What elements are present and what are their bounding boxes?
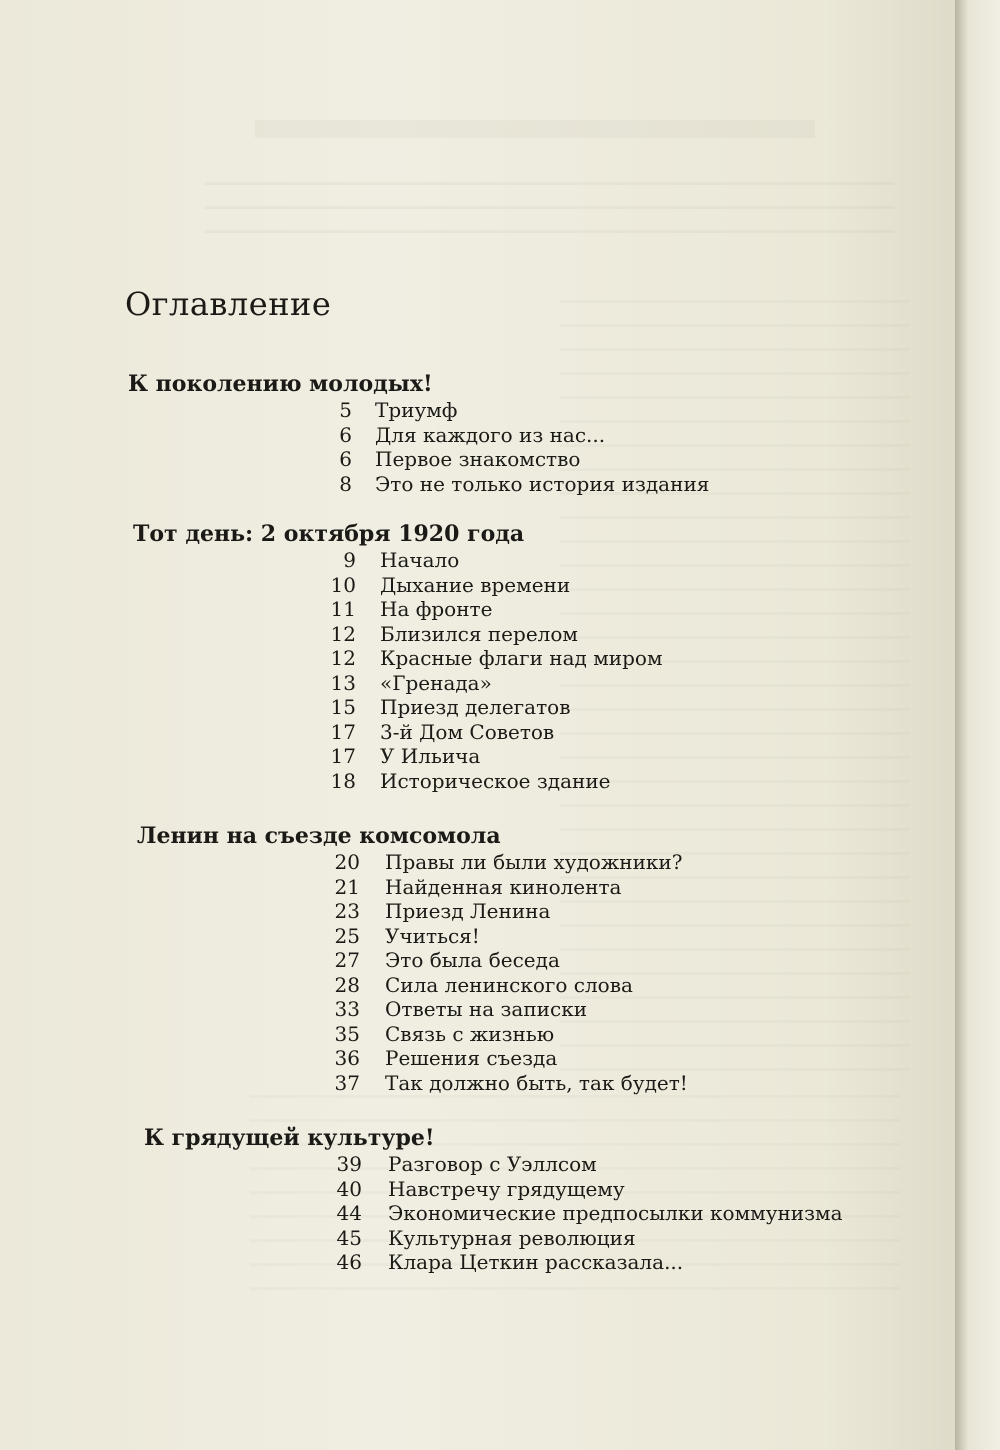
entry-list — [0, 1152, 960, 1275]
entry-title: Дыхание времени — [380, 572, 571, 597]
entry-title: Первое знакомство — [375, 447, 581, 471]
page-number: 25 — [334, 923, 360, 948]
toc-entry[interactable] — [0, 548, 960, 573]
page-number: 20 — [334, 850, 360, 874]
entry-title: Приезд Ленина — [385, 899, 551, 923]
entry-title: Приезд делегатов — [380, 695, 571, 719]
page-number: 6 — [339, 447, 352, 471]
entry-title: Для каждого из нас... — [375, 422, 606, 447]
page-number: 44 — [336, 1201, 362, 1225]
entry-title: Решения съезда — [385, 1046, 558, 1070]
entry-title: У Ильича — [380, 744, 481, 768]
page-number: 45 — [336, 1225, 362, 1250]
toc-entry[interactable] — [0, 924, 960, 949]
toc-title: Оглавление — [125, 285, 332, 323]
page-number: 17 — [330, 744, 356, 768]
entry-title: Правы ли были художники? — [385, 850, 683, 874]
toc-entry[interactable] — [0, 744, 960, 769]
page-number: 10 — [330, 572, 356, 597]
entry-title: Близился перелом — [380, 621, 578, 646]
page-number: 9 — [343, 548, 356, 572]
entry-title: Связь с жизнью — [385, 1021, 555, 1046]
entry-list — [0, 398, 960, 496]
page-number: 36 — [334, 1046, 360, 1070]
entry-title: Навстречу грядущему — [388, 1176, 625, 1201]
entry-title: «Гренада» — [380, 670, 492, 695]
entry-title: Красные флаги над миром — [380, 646, 663, 670]
entry-title: Культурная революция — [388, 1225, 636, 1250]
entry-title: 3-й Дом Советов — [380, 719, 555, 744]
page-number: 39 — [336, 1152, 362, 1176]
entry-title: Так должно быть, так будет! — [385, 1070, 688, 1095]
page-number: 40 — [336, 1176, 362, 1201]
toc-entry[interactable] — [0, 899, 960, 924]
page-number: 15 — [330, 695, 356, 719]
toc-entry[interactable] — [0, 1046, 960, 1071]
entry-title: Клара Цеткин рассказала... — [388, 1250, 684, 1274]
page-number: 21 — [334, 874, 360, 899]
entry-title: Ответы на записки — [385, 997, 588, 1021]
page-number: 28 — [334, 972, 360, 997]
entry-title: Это не только история издания — [375, 471, 710, 496]
toc-entry[interactable] — [0, 997, 960, 1022]
entry-title: Триумф — [375, 398, 458, 422]
toc-entry[interactable] — [0, 973, 960, 998]
page-number: 8 — [339, 471, 352, 496]
entry-title: Найденная кинолента — [385, 874, 622, 899]
entry-title: Историческое здание — [380, 768, 611, 793]
page-number: 35 — [334, 1021, 360, 1046]
toc-entry[interactable] — [0, 622, 960, 647]
page-number: 17 — [330, 719, 356, 744]
toc-entry[interactable] — [0, 573, 960, 598]
entry-title: Это была беседа — [385, 948, 560, 972]
toc-entry[interactable] — [0, 1226, 960, 1251]
show-through-texture — [255, 120, 815, 138]
page-number: 18 — [330, 768, 356, 793]
toc-entry[interactable] — [0, 948, 960, 973]
page-number: 27 — [334, 948, 360, 972]
entry-title: Разговор с Уэллсом — [388, 1152, 597, 1176]
page-number: 13 — [330, 670, 356, 695]
toc-section — [0, 822, 960, 1095]
toc-section — [0, 520, 960, 793]
toc-entry[interactable] — [0, 850, 960, 875]
toc-entry[interactable] — [0, 769, 960, 794]
page-number: 12 — [330, 646, 356, 670]
toc-entry[interactable] — [0, 671, 960, 696]
entry-title: Начало — [380, 548, 460, 572]
section-title: К грядущей культуре! — [144, 1125, 435, 1151]
toc-entry[interactable] — [0, 1177, 960, 1202]
toc-entry[interactable] — [0, 1071, 960, 1096]
page-number: 33 — [334, 997, 360, 1021]
entry-title: Сила ленинского слова — [385, 972, 633, 997]
page-number: 6 — [339, 422, 352, 447]
toc-entry[interactable] — [0, 472, 960, 497]
entry-title: На фронте — [380, 597, 493, 621]
show-through-texture — [205, 182, 895, 242]
toc-entry[interactable] — [0, 447, 960, 472]
toc-entry[interactable] — [0, 875, 960, 900]
toc-entry[interactable] — [0, 720, 960, 745]
toc-entry[interactable] — [0, 646, 960, 671]
toc-entry[interactable] — [0, 597, 960, 622]
entry-list — [0, 850, 960, 1095]
toc-entry[interactable] — [0, 695, 960, 720]
page-number: 11 — [330, 597, 356, 621]
entry-title: Экономические предпосылки коммунизма — [388, 1201, 843, 1225]
page-number: 37 — [334, 1070, 360, 1095]
entry-title: Учиться! — [385, 923, 480, 948]
toc-entry[interactable] — [0, 423, 960, 448]
toc-entry[interactable] — [0, 1201, 960, 1226]
toc-entry[interactable] — [0, 398, 960, 423]
toc-section — [0, 370, 960, 496]
toc-entry[interactable] — [0, 1022, 960, 1047]
toc-section — [0, 1124, 960, 1275]
section-title: Тот день: 2 октября 1920 года — [133, 521, 525, 547]
toc-entry[interactable] — [0, 1250, 960, 1275]
section-title: Ленин на съезде комсомола — [137, 823, 501, 849]
page-number: 5 — [339, 398, 352, 422]
page-number: 46 — [336, 1250, 362, 1274]
page-number: 23 — [334, 899, 360, 923]
entry-list — [0, 548, 960, 793]
toc-entry[interactable] — [0, 1152, 960, 1177]
next-page-edge — [955, 0, 1000, 1450]
section-title: К поколению молодых! — [128, 371, 433, 397]
page-number: 12 — [330, 621, 356, 646]
